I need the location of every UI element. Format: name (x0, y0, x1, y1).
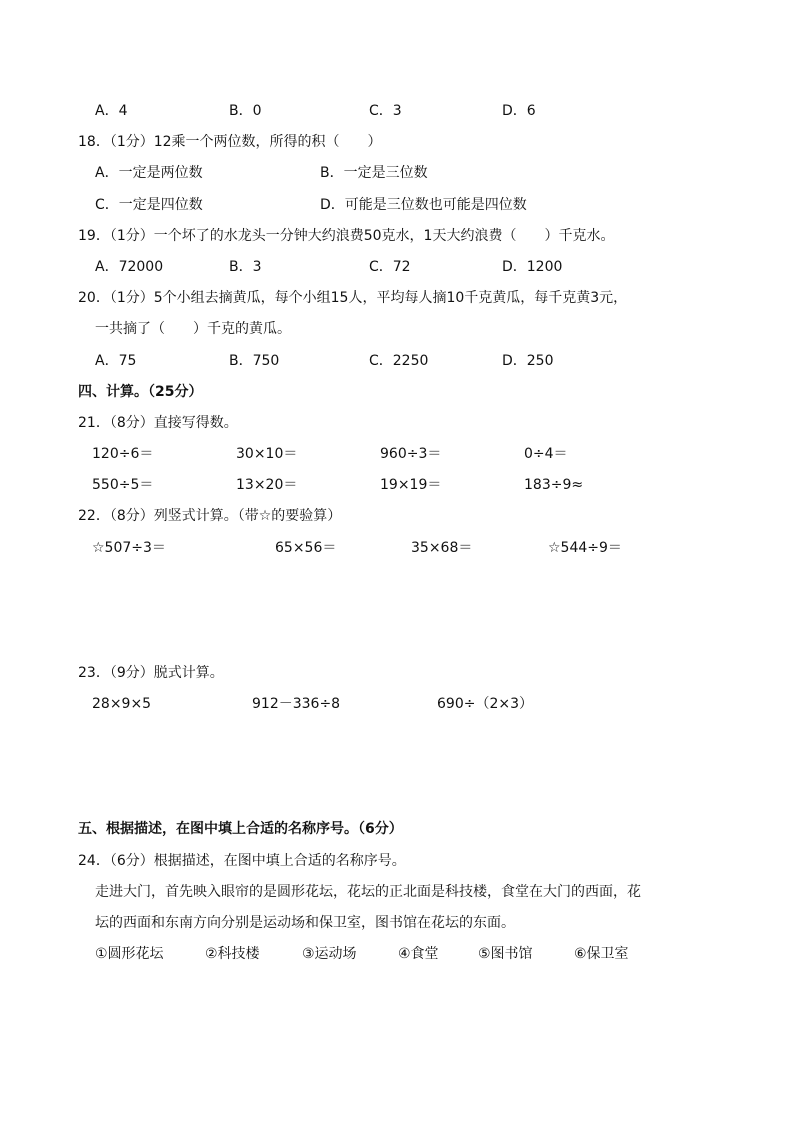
q21-item: 30×10＝ (236, 446, 298, 462)
q23-item: 912－336÷8 (252, 696, 341, 712)
q20-option-d[interactable]: D．250 (502, 353, 554, 369)
q17-option-c[interactable]: C．3 (369, 103, 402, 119)
q22-item: 35×68＝ (411, 540, 473, 556)
q18-option-d[interactable]: D．可能是三位数也可能是四位数 (320, 197, 527, 213)
q23-item: 28×9×5 (92, 696, 152, 712)
q24-name-item: ④食堂 (398, 946, 439, 962)
q22-item: ☆544÷9＝ (548, 540, 622, 556)
q18-option-c[interactable]: C．一定是四位数 (95, 197, 203, 213)
q22-item: 65×56＝ (275, 540, 337, 556)
q21-stem: 21．（8分）直接写得数。 (78, 415, 238, 431)
q24-name-item: ⑥保卫室 (574, 946, 629, 962)
q24-name-item: ①圆形花坛 (95, 946, 164, 962)
q21-item: 13×20＝ (236, 477, 298, 493)
q24-stem: 24．（6分）根据描述，在图中填上合适的名称序号。 (78, 853, 406, 869)
q17-option-b[interactable]: B．0 (229, 103, 262, 119)
q18-option-a[interactable]: A．一定是两位数 (95, 165, 203, 181)
q20-stem-line1: 20．（1分）5个小组去摘黄瓜，每个小组15人，平均每人摘10千克黄瓜，每千克黄3元， (78, 290, 628, 306)
q18-stem: 18．（1分）12乘一个两位数，所得的积（ ） (78, 134, 382, 150)
q20-option-c[interactable]: C．2250 (369, 353, 429, 369)
q21-item: 960÷3＝ (380, 446, 442, 462)
q24-description-line2: 坛的西面和东南方向分别是运动场和保卫室，图书馆在花坛的东面。 (95, 915, 515, 931)
q21-item: 183÷9≈ (524, 477, 584, 493)
q17-option-a[interactable]: A．4 (95, 103, 128, 119)
q21-item: 550÷5＝ (92, 477, 154, 493)
q19-option-c[interactable]: C．72 (369, 259, 411, 275)
q19-option-d[interactable]: D．1200 (502, 259, 563, 275)
q20-stem-line2: 一共摘了（ ）千克的黄瓜。 (95, 321, 291, 337)
q24-name-item: ②科技楼 (205, 946, 260, 962)
q23-item: 690÷（2×3） (437, 696, 533, 712)
q21-item: 0÷4＝ (524, 446, 568, 462)
q19-stem: 19．（1分）一个坏了的水龙头一分钟大约浪费50克水，1天大约浪费（ ）千克水。 (78, 228, 615, 244)
q21-item: 120÷6＝ (92, 446, 154, 462)
q24-name-item: ③运动场 (302, 946, 357, 962)
section-5-title: 五、根据描述，在图中填上合适的名称序号。（6分） (78, 821, 403, 837)
q22-stem: 22．（8分）列竖式计算。（带☆的要验算） (78, 508, 342, 524)
q24-name-item: ⑤图书馆 (478, 946, 533, 962)
q23-stem: 23．（9分）脱式计算。 (78, 665, 224, 681)
section-4-title: 四、计算。（25分） (78, 384, 203, 400)
q24-description-line1: 走进大门，首先映入眼帘的是圆形花坛，花坛的正北面是科技楼，食堂在大门的西面，花 (95, 884, 641, 900)
q20-option-b[interactable]: B．750 (229, 353, 280, 369)
q17-option-d[interactable]: D．6 (502, 103, 536, 119)
q21-item: 19×19＝ (380, 477, 442, 493)
q22-item: ☆507÷3＝ (92, 540, 166, 556)
q18-option-b[interactable]: B．一定是三位数 (320, 165, 428, 181)
q20-option-a[interactable]: A．75 (95, 353, 137, 369)
q19-option-b[interactable]: B．3 (229, 259, 262, 275)
q19-option-a[interactable]: A．72000 (95, 259, 164, 275)
